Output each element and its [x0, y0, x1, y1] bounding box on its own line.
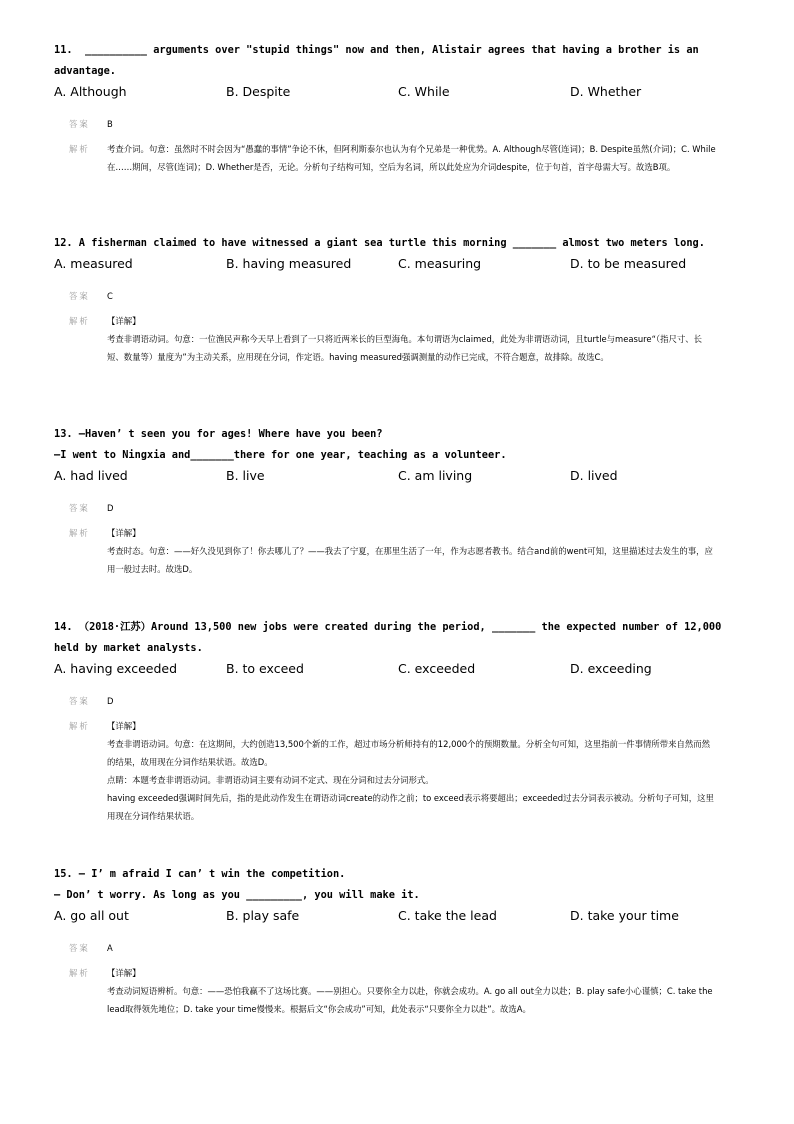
option-a: A. Although	[54, 84, 127, 99]
option-a: A. measured	[54, 256, 133, 271]
answer-row	[54, 692, 740, 710]
option-b: B. play safe	[226, 908, 300, 923]
option-d: D. Whether	[570, 84, 642, 99]
option-b: B. live	[226, 468, 265, 483]
analysis-heading: 【详解】	[107, 316, 141, 326]
analysis-text	[107, 312, 717, 366]
analysis-paragraph: 考查动词短语辨析。句意：——恐怕我赢不了这场比赛。——别担心。只要你全力以赴，你就会成功。A. go all out全力以赴；B. play safe小心谨慎；C. take the lead取得领先地位；D. take your time慢慢来。根据后文“你会成功”可知，此处表示“只要你全力以赴”。故选A。	[107, 986, 713, 1014]
answer-row	[54, 499, 740, 517]
question-12	[54, 233, 740, 366]
analysis-row	[54, 964, 740, 1018]
analysis-paragraph: 考查介词。句意：虽然时不时会因为“愚蠢的事情”争论不休，但阿利斯泰尔也认为有个兄弟是一种优势。A. Although尽管(连词)；B. Despite虽然(介词)；C. While在……期间，尽管(连词)；D. Whether是否，无论。分析句子结构可知，空后为名词，所以此处应为介词despite，位于句首，首字母需大写。故选B项。	[107, 144, 716, 172]
analysis-text	[107, 717, 717, 825]
answer-label: 答案	[69, 503, 90, 513]
answer-value: D	[107, 503, 114, 513]
option-c: C. exceeded	[398, 661, 476, 676]
option-a: A. had lived	[54, 468, 128, 483]
option-b: B. Despite	[226, 84, 291, 99]
answer-row	[54, 115, 740, 133]
options-row	[54, 254, 740, 274]
options-row	[54, 906, 740, 926]
analysis-label: 解析	[69, 968, 90, 978]
question-stem: 13. —Haven’ t seen you for ages! Where have you been? —I went to Ningxia and_______there for one year, teaching as a volunteer.	[54, 428, 507, 461]
analysis-label: 解析	[69, 144, 90, 154]
answer-label: 答案	[69, 696, 90, 706]
question-stem: 11. __________ arguments over "stupid things" now and then, Alistair agrees that having a brother is an advantage.	[54, 44, 705, 77]
option-a: A. go all out	[54, 908, 129, 923]
question-14	[54, 617, 740, 825]
option-c: C. measuring	[398, 256, 482, 271]
analysis-row	[54, 524, 740, 578]
question-13	[54, 424, 740, 578]
option-b: B. to exceed	[226, 661, 304, 676]
option-d: D. exceeding	[570, 661, 652, 676]
analysis-paragraph: having exceeded强调时间先后，指的是此动作发生在谓语动词create的动作之前；to exceed表示将要超出；exceeded过去分词表示被动。分析句子可知，这里用现在分词作结果状语。	[107, 793, 714, 821]
analysis-row	[54, 717, 740, 825]
answer-row	[54, 939, 740, 957]
analysis-text	[107, 140, 717, 176]
analysis-row	[54, 140, 740, 176]
question-11	[54, 40, 740, 176]
analysis-label: 解析	[69, 528, 90, 538]
option-d: D. to be measured	[570, 256, 687, 271]
answer-label: 答案	[69, 119, 90, 129]
answer-value: B	[107, 119, 113, 129]
answer-label: 答案	[69, 943, 90, 953]
option-d: D. take your time	[570, 908, 679, 923]
analysis-heading: 【详解】	[107, 528, 141, 538]
analysis-text	[107, 964, 717, 1018]
analysis-note: 点睛：本题考查非谓语动词。非谓语动词主要有动词不定式、现在分词和过去分词形式。	[107, 775, 434, 785]
analysis-paragraph: 考查非谓语动词。句意：一位渔民声称今天早上看到了一只将近两米长的巨型海龟。本句谓语为claimed，此处为非谓语动词，且turtle与measure“（指尺寸、长短、数量等）量度为”为主动关系，应用现在分词，作定语。having measured强调测量的动作已完成，不符合题意，故排除。故选C。	[107, 334, 702, 362]
option-c: C. take the lead	[398, 908, 497, 923]
options-row	[54, 82, 740, 102]
answer-row	[54, 287, 740, 305]
analysis-heading: 【详解】	[107, 968, 141, 978]
analysis-row	[54, 312, 740, 366]
option-a: A. having exceeded	[54, 661, 178, 676]
answer-label: 答案	[69, 291, 90, 301]
question-stem: 14. （2018·江苏）Around 13,500 new jobs were created during the period, _______ the expected number of 12,000 held by market analysts.	[54, 621, 728, 654]
answer-value: A	[107, 943, 113, 953]
answer-value: D	[107, 696, 114, 706]
analysis-text	[107, 524, 717, 578]
analysis-heading: 【详解】	[107, 721, 141, 731]
answer-value: C	[107, 291, 113, 301]
question-15	[54, 864, 740, 1018]
analysis-label: 解析	[69, 721, 90, 731]
question-stem: 12. A fisherman claimed to have witnessed a giant sea turtle this morning _______ almost two meters long.	[54, 237, 705, 249]
question-stem: 15. — I’ m afraid I can’ t win the competition. — Don’ t worry. As long as you _________, you will make it.	[54, 868, 420, 901]
options-row	[54, 466, 740, 486]
option-b: B. having measured	[226, 256, 352, 271]
analysis-label: 解析	[69, 316, 90, 326]
analysis-paragraph: 考查非谓语动词。句意：在这期间，大约创造13,500个新的工作，超过市场分析师持有的12,000个的预期数量。分析全句可知，这里指前一件事情所带来自然而然的结果，故用现在分词作结果状语。故选D。	[107, 739, 710, 767]
option-d: D. lived	[570, 468, 618, 483]
option-c: C. While	[398, 84, 450, 99]
analysis-paragraph: 考查时态。句意：——好久没见到你了！你去哪儿了？——我去了宁夏，在那里生活了一年，作为志愿者教书。结合and前的went可知，这里描述过去发生的事，应用一般过去时。故选D。	[107, 546, 713, 574]
options-row	[54, 659, 740, 679]
option-c: C. am living	[398, 468, 473, 483]
